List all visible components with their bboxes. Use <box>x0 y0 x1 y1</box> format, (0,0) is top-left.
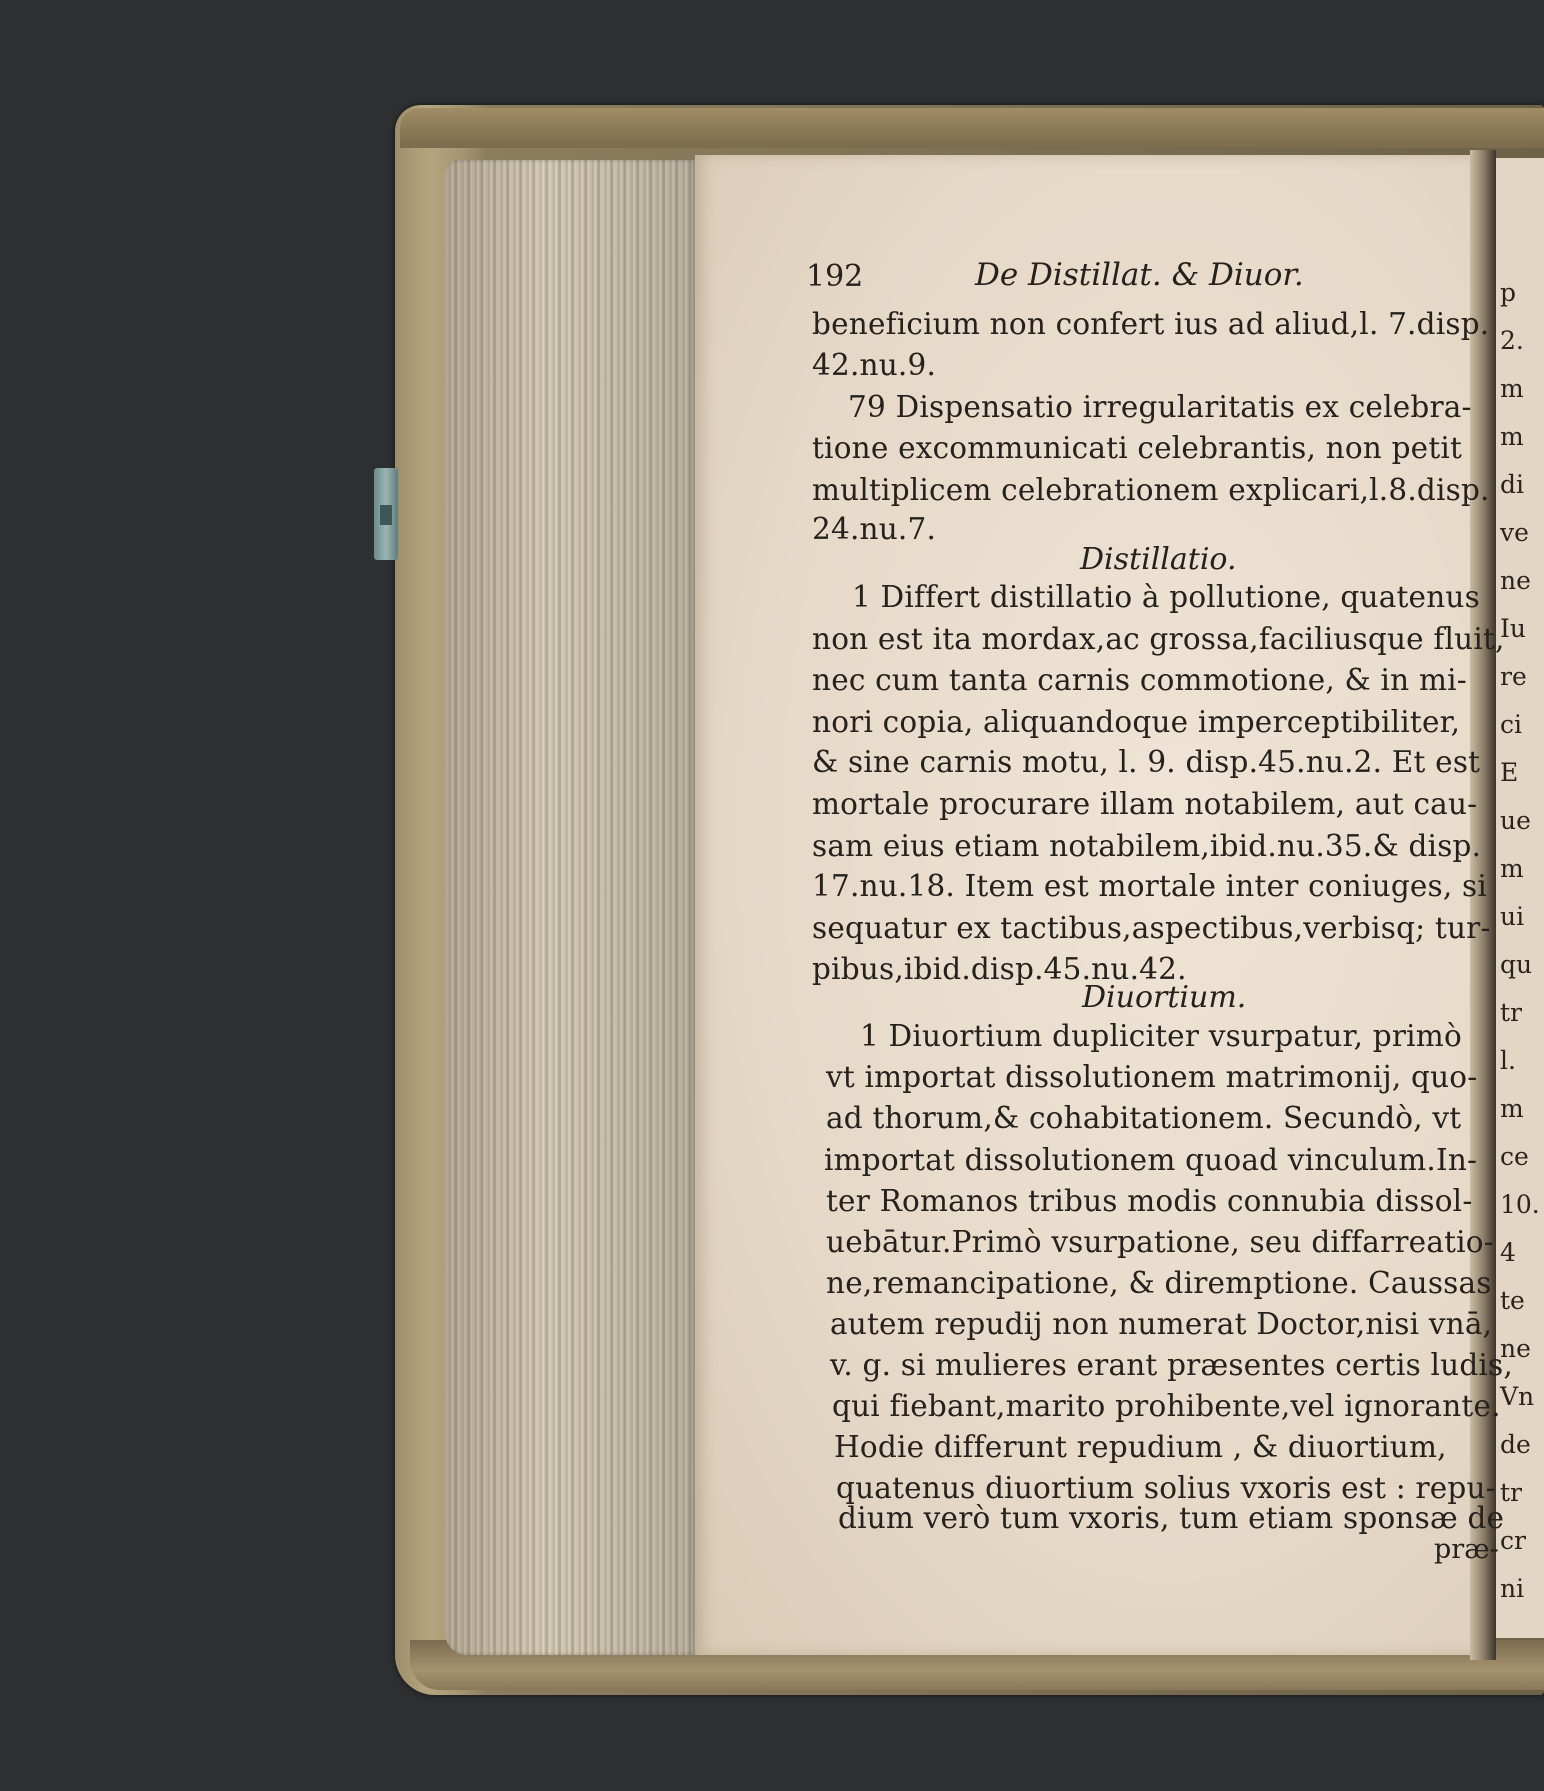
text-line: nec cum tanta carnis commotione, & in mi- <box>812 663 1467 697</box>
facing-page-fragment: tr <box>1500 998 1522 1027</box>
facing-page-fragment: cr <box>1500 1526 1526 1555</box>
facing-page-fragment: ve <box>1500 518 1529 547</box>
text-line: non est ita mordax,ac grossa,faciliusque fluit, <box>812 622 1505 656</box>
text-line: tione excommunicati celebrantis, non petit <box>812 431 1463 465</box>
facing-page-fragment: m <box>1500 1094 1524 1123</box>
facing-page-fragment: re <box>1500 662 1527 691</box>
facing-page-fragment: m <box>1500 422 1524 451</box>
book-gutter <box>1470 150 1496 1660</box>
text-line: mortale procurare illam notabilem, aut cau- <box>812 787 1478 821</box>
text-line: & sine carnis motu, l. 9. disp.45.nu.2. Et est <box>812 745 1481 779</box>
text-line: dium verò tum vxoris, tum etiam sponsæ de <box>838 1501 1505 1535</box>
text-line: ad thorum,& cohabitationem. Secundò, vt <box>826 1101 1462 1135</box>
cover-top-edge <box>400 108 1544 148</box>
text-line: autem repudij non numerat Doctor,nisi vnā, <box>830 1307 1493 1341</box>
facing-page-fragment: E <box>1500 758 1519 787</box>
facing-page-fragment: ni <box>1500 1574 1525 1603</box>
text-line: 42.nu.9. <box>812 348 937 382</box>
facing-page-fragment: ui <box>1500 902 1525 931</box>
page-edges-shade <box>445 160 695 1655</box>
facing-page-fragment: ce <box>1500 1142 1529 1171</box>
facing-page <box>1496 158 1544 1638</box>
facing-page-fragment: ne <box>1500 1334 1531 1363</box>
text-line: multiplicem celebrationem explicari,l.8.disp. <box>812 473 1490 507</box>
section-heading-distillatio: Distillatio. <box>1080 542 1237 577</box>
text-line: Hodie differunt repudium , & diuortium, <box>834 1430 1447 1464</box>
facing-page-fragment: m <box>1500 374 1524 403</box>
facing-page-fragment: m <box>1500 854 1524 883</box>
section-heading-diuortium: Diuortium. <box>1082 980 1247 1015</box>
facing-page-fragment: te <box>1500 1286 1525 1315</box>
text-line: 24.nu.7. <box>812 512 937 546</box>
facing-page-fragment: ci <box>1500 710 1522 739</box>
facing-page-fragment: l. <box>1500 1046 1516 1075</box>
clasp-hinge <box>380 505 392 525</box>
catchword: præ- <box>1434 1534 1499 1565</box>
text-line: uebātur.Primò vsurpatione, seu diffarreatio- <box>826 1225 1494 1259</box>
facing-page-fragment: ne <box>1500 566 1531 595</box>
facing-page-fragment: 10. <box>1500 1190 1540 1219</box>
facing-page-fragment: de <box>1500 1430 1531 1459</box>
facing-page-fragment: 2. <box>1500 326 1524 355</box>
facing-page-fragment: ue <box>1500 806 1531 835</box>
facing-page-fragment: p <box>1500 278 1517 307</box>
text-line: quatenus diuortium solius vxoris est : repu- <box>836 1471 1496 1505</box>
text-line: ne,remancipatione, & diremptione. Caussas <box>826 1266 1492 1300</box>
facing-page-fragment: tr <box>1500 1478 1522 1507</box>
text-line: importat dissolutionem quoad vinculum.In- <box>824 1143 1478 1177</box>
facing-page-fragment: qu <box>1500 950 1533 979</box>
text-line: beneficium non confert ius ad aliud,l. 7.disp. <box>812 307 1490 341</box>
page-number: 192 <box>806 259 864 294</box>
text-line: 1 Differt distillatio à pollutione, quatenus <box>852 580 1480 614</box>
text-line: pibus,ibid.disp.45.nu.42. <box>812 952 1187 986</box>
text-line: nori copia, aliquandoque imperceptibiliter, <box>812 705 1461 739</box>
text-line: 17.nu.18. Item est mortale inter coniuges, si <box>812 869 1488 903</box>
text-line: sam eius etiam notabilem,ibid.nu.35.& disp. <box>812 829 1482 863</box>
facing-page-fragment: Iu <box>1500 614 1526 643</box>
text-line: v. g. si mulieres erant præsentes certis ludis, <box>830 1348 1513 1382</box>
text-line: sequatur ex tactibus,aspectibus,verbisq; tur- <box>812 911 1491 945</box>
facing-page-fragment: Vn <box>1500 1382 1535 1411</box>
text-line: vt importat dissolutionem matrimonij, quo- <box>826 1060 1478 1094</box>
facing-page-fragment: di <box>1500 470 1524 499</box>
text-line: 1 Diuortium dupliciter vsurpatur, primò <box>860 1019 1462 1053</box>
text-line: qui fiebant,marito prohibente,vel ignorante. <box>832 1389 1501 1423</box>
facing-page-fragment: 4 <box>1500 1238 1516 1267</box>
text-line: 79 Dispensatio irregularitatis ex celebra- <box>848 390 1472 424</box>
running-title: De Distillat. & Diuor. <box>975 257 1304 293</box>
text-line: ter Romanos tribus modis connubia dissol- <box>826 1184 1473 1218</box>
